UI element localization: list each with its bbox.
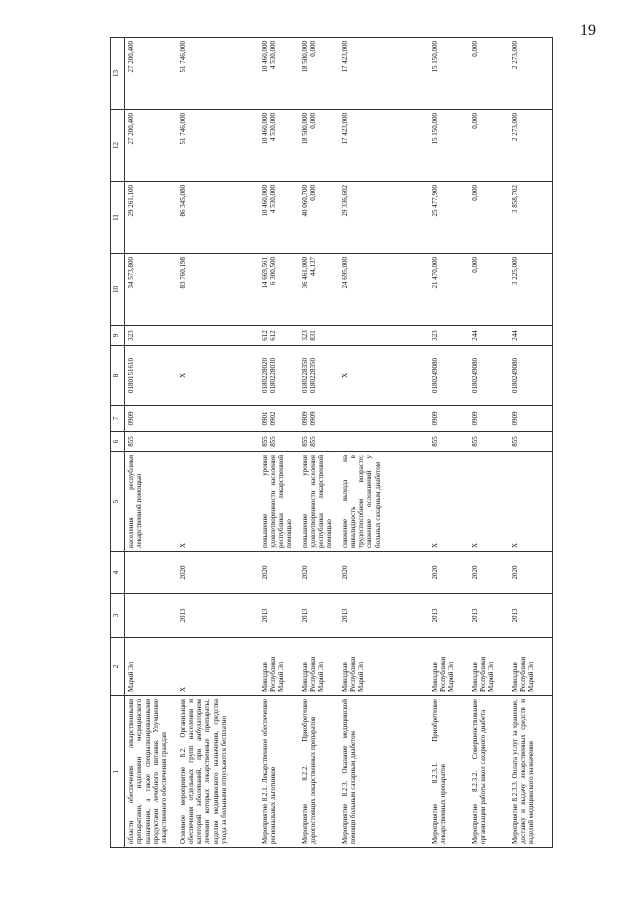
cell-col-10: 0,000 — [469, 254, 509, 326]
cell-col-11: 25 477,900 — [429, 182, 469, 254]
cell-col-2: Минздрав Республики Марий Эл — [429, 638, 469, 696]
cell-col-12: 15 150,000 — [429, 110, 469, 182]
cell-col-7: 0909 — [509, 406, 553, 432]
cell-col-10: 3 225,000 — [509, 254, 553, 326]
cell-col-12: 17 423,000 — [339, 110, 429, 182]
cell-col-9 — [339, 326, 429, 346]
cell-col-13: 17 423,000 — [339, 38, 429, 110]
cell-col-9: 323 — [125, 326, 177, 346]
table-row — [299, 38, 339, 848]
cell-col-5: повышение уровня удовлетворенности населения республики лекарственной помощью — [299, 452, 339, 552]
column-header-2: 2 — [111, 638, 125, 696]
cell-col-7: 0901 0902 — [259, 406, 299, 432]
cell-col-4: 2020 — [429, 552, 469, 594]
cell-col-1: Мероприятие 8.2.3. Оказание медицинской помощи больным сахарным диабетом — [339, 696, 429, 848]
cell-col-7: 0909 — [429, 406, 469, 432]
cell-col-1: Основное мероприятие 8.2. Организация обеспечения отдельных групп населения и категорий заболеваний, при амбулаторном лечении которых лекарственные препараты, изделия медицинского назначения, средства ухода за больными отпускаются бесплатно — [177, 696, 259, 848]
cell-col-7: 0909 0909 — [299, 406, 339, 432]
cell-col-6: 855 855 — [299, 432, 339, 452]
cell-col-6: 855 855 — [259, 432, 299, 452]
table-header — [111, 38, 125, 848]
cell-col-12: 0,000 — [469, 110, 509, 182]
column-header-10: 10 — [111, 254, 125, 326]
column-header-7: 7 — [111, 406, 125, 432]
cell-col-8: 0180151610 — [125, 346, 177, 406]
cell-col-3: 2013 — [469, 594, 509, 638]
cell-col-3 — [125, 594, 177, 638]
cell-col-8: 0180249080 — [509, 346, 553, 406]
rotated-table-container — [110, 38, 590, 848]
column-header-11: 11 — [111, 182, 125, 254]
cell-col-4: 2020 — [299, 552, 339, 594]
cell-col-2: Минздрав Республики Марий Эл — [259, 638, 299, 696]
cell-col-9: 244 — [509, 326, 553, 346]
cell-col-2: X — [177, 638, 259, 696]
cell-col-5: X — [177, 452, 259, 552]
cell-col-11: 3 858,702 — [509, 182, 553, 254]
cell-col-2: Минздрав Республики Марий Эл — [339, 638, 429, 696]
cell-col-5: X — [469, 452, 509, 552]
table-row — [177, 38, 259, 848]
cell-col-5: X — [509, 452, 553, 552]
cell-col-12: 27 200,400 — [125, 110, 177, 182]
cell-col-11: 40 060,700 0,000 — [299, 182, 339, 254]
column-header-1: 1 — [111, 696, 125, 848]
cell-col-9: 323 831 — [299, 326, 339, 346]
cell-col-7 — [339, 406, 429, 432]
table-row — [429, 38, 469, 848]
cell-col-11: 29 261,100 — [125, 182, 177, 254]
cell-col-2: Минздрав Республики Марий Эл — [299, 638, 339, 696]
column-header-8: 8 — [111, 346, 125, 406]
table-row — [469, 38, 509, 848]
cell-col-4: 2020 — [259, 552, 299, 594]
column-header-12: 12 — [111, 110, 125, 182]
cell-col-5: населения республики лекарственной помощью — [125, 452, 177, 552]
cell-col-9: 323 — [429, 326, 469, 346]
cell-col-1: Мероприятие 8.2.2. Приобретение дорогостоящих лекарственных препаратов — [299, 696, 339, 848]
cell-col-9: 244 — [469, 326, 509, 346]
cell-col-1: Мероприятие 8.2.1. Лекарственное обеспечение региональных льготников — [259, 696, 299, 848]
cell-col-7: 0909 — [125, 406, 177, 432]
cell-col-11: 29 336,602 — [339, 182, 429, 254]
cell-col-7: 0909 — [469, 406, 509, 432]
cell-col-2: Марий Эл — [125, 638, 177, 696]
cell-col-8: 0180249080 — [469, 346, 509, 406]
cell-col-12: 2 273,000 — [509, 110, 553, 182]
cell-col-13: 2 273,000 — [509, 38, 553, 110]
cell-col-1: Мероприятие 8.2.3.1. Приобретение лекарственных препаратов — [429, 696, 469, 848]
cell-col-11: 10 460,000 4 530,000 — [259, 182, 299, 254]
cell-col-6: 855 — [469, 432, 509, 452]
cell-col-3: 2013 — [299, 594, 339, 638]
cell-col-3: 2013 — [259, 594, 299, 638]
table-row — [509, 38, 553, 848]
cell-col-6: 855 — [509, 432, 553, 452]
cell-col-8: 0180228020 0180228030 — [259, 346, 299, 406]
cell-col-2: Минздрав Республики Марий Эл — [469, 638, 509, 696]
cell-col-3: 2013 — [509, 594, 553, 638]
cell-col-12: 10 460,000 4 530,000 — [259, 110, 299, 182]
cell-col-10: 21 470,000 — [429, 254, 469, 326]
cell-col-6: 855 — [125, 432, 177, 452]
column-header-9: 9 — [111, 326, 125, 346]
cell-col-10: 36 461,000 44,137 — [299, 254, 339, 326]
page-number: 19 — [580, 22, 596, 39]
cell-col-11: 0,000 — [469, 182, 509, 254]
cell-col-4 — [125, 552, 177, 594]
table-row — [339, 38, 429, 848]
cell-col-5: X — [429, 452, 469, 552]
cell-col-13: 10 460,000 4 530,000 — [259, 38, 299, 110]
cell-col-3: 2013 — [177, 594, 259, 638]
cell-col-6 — [177, 432, 259, 452]
cell-col-3: 2013 — [429, 594, 469, 638]
cell-col-4: 2020 — [339, 552, 429, 594]
cell-col-6: 855 — [429, 432, 469, 452]
cell-col-12: 18 500,000 0,000 — [299, 110, 339, 182]
cell-col-8: 0180249080 — [429, 346, 469, 406]
cell-col-8: X — [339, 346, 429, 406]
cell-col-8: X — [177, 346, 259, 406]
cell-col-12: 51 746,000 — [177, 110, 259, 182]
cell-col-8: 0180228350 0180228350 — [299, 346, 339, 406]
cell-col-6 — [339, 432, 429, 452]
cell-col-4: 2020 — [469, 552, 509, 594]
cell-col-10: 24 695,000 — [339, 254, 429, 326]
column-header-6: 6 — [111, 432, 125, 452]
cell-col-5: повышение уровня удовлетворенности населения республики лекарственной помощью — [259, 452, 299, 552]
cell-col-13: 27 200,400 — [125, 38, 177, 110]
cell-col-1: Мероприятие 8.2.3.2. Совершенствование организации работы школ сахарного диабета — [469, 696, 509, 848]
cell-col-1: Мероприятие 8.2.3.3. Оплата услуг за хранение, доставку и выдачу лекарственных средств и изделий медицинского назначения — [509, 696, 553, 848]
cell-col-9: 612 612 — [259, 326, 299, 346]
cell-col-4: 2020 — [509, 552, 553, 594]
cell-col-9 — [177, 326, 259, 346]
table-row — [259, 38, 299, 848]
cell-col-5: снижение выхода на инвалидность в трудоспособном возрасте; снижение осложнений у больных сахарным диабетом — [339, 452, 429, 552]
table-body — [125, 38, 553, 848]
cell-col-7 — [177, 406, 259, 432]
cell-col-11: 86 345,080 — [177, 182, 259, 254]
budget-table — [110, 37, 553, 848]
table-row — [125, 38, 177, 848]
cell-col-13: 18 500,000 0,000 — [299, 38, 339, 110]
cell-col-13: 51 746,000 — [177, 38, 259, 110]
column-header-13: 13 — [111, 38, 125, 110]
cell-col-3: 2013 — [339, 594, 429, 638]
cell-col-2: Минздрав Республики Марий Эл — [509, 638, 553, 696]
column-header-5: 5 — [111, 452, 125, 552]
cell-col-13: 15 150,000 — [429, 38, 469, 110]
cell-col-1: области обеспечения лекарственными препаратами, изделиями медицинского назначения, а также специализированными продуктами лечебного питания. Улучшение лекарственного обеспечения граждан — [125, 696, 177, 848]
column-header-3: 3 — [111, 594, 125, 638]
cell-col-10: 14 669,561 6 300,500 — [259, 254, 299, 326]
cell-col-10: 34 573,800 — [125, 254, 177, 326]
cell-col-10: 83 760,198 — [177, 254, 259, 326]
cell-col-4: 2020 — [177, 552, 259, 594]
column-header-4: 4 — [111, 552, 125, 594]
cell-col-13: 0,000 — [469, 38, 509, 110]
